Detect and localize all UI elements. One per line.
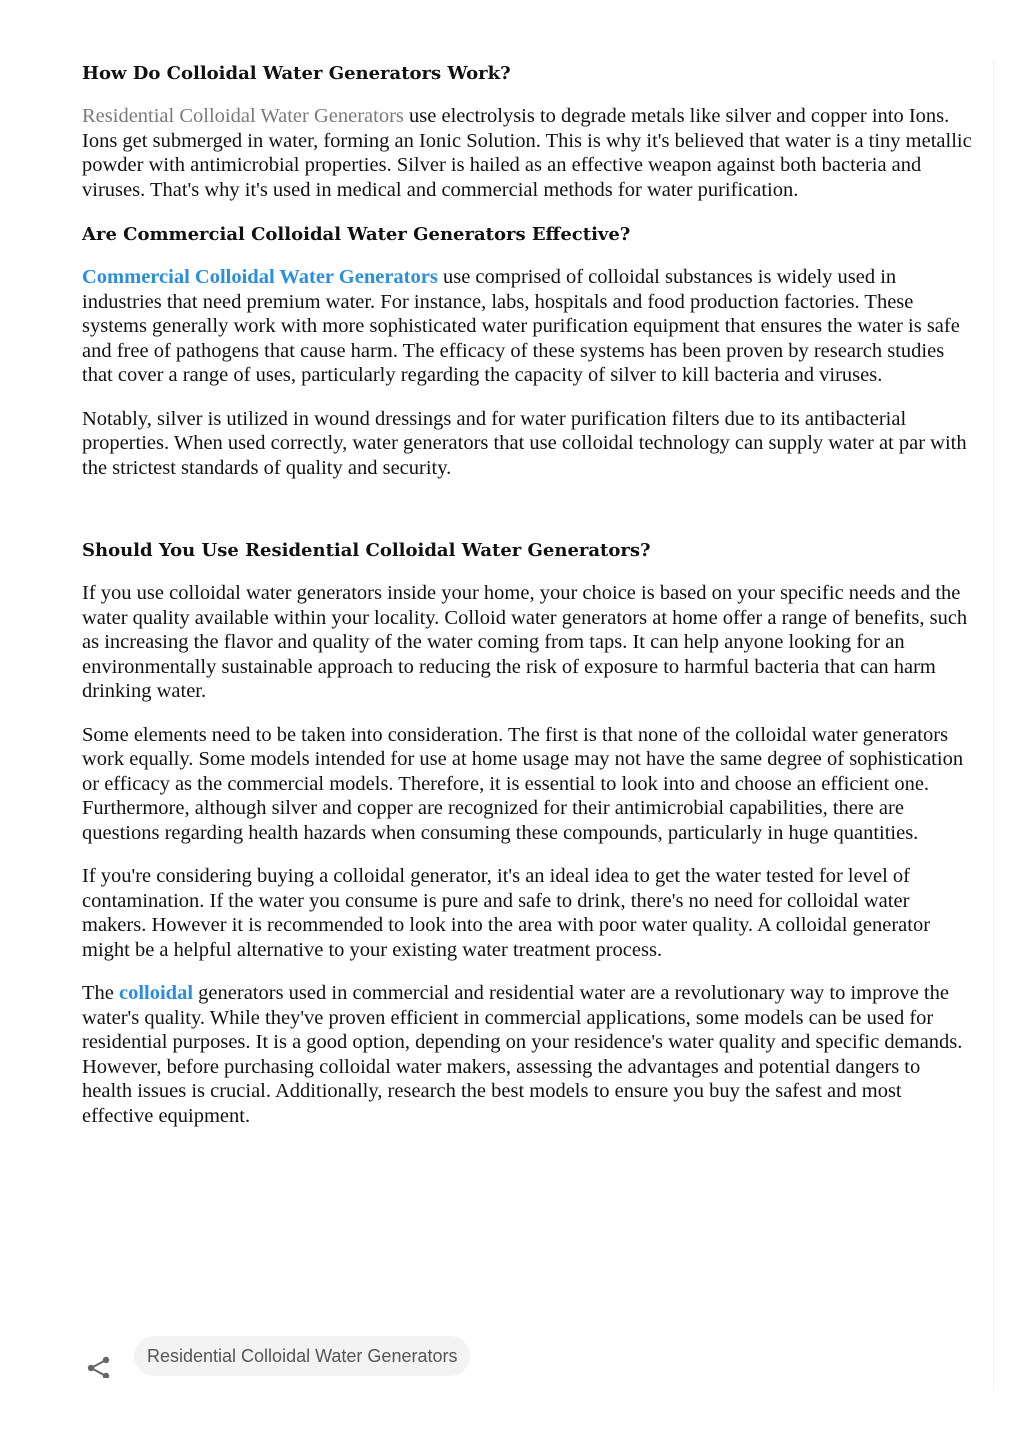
paragraph: Some elements need to be taken into consideration. The first is that none of the colloidal water generators work equally. Some models intended for use at home usage may not have the same degree of sophistication or efficacy as the commercial models. Therefore, it is essential to look into and choose an efficient one. Furthermore, although silver and copper are recognized for their antimicrobial capabilities, there are questions regarding health hazards when consuming these compounds, particularly in huge quantities. [82, 723, 964, 844]
paragraph [82, 981, 974, 1128]
paragraph-text: generators used in commercial and residential water are a revolutionary way to improve the water's quality. While they've proven efficient in commercial applications, some models can be used for residential purposes. It is a good option, depending on your residence's water quality and specific demands. However, before purchasing colloidal water makers, assessing the advantages and potential dangers to health issues is crucial. Additionally, research the best models to ensure you buy the safest and most effective equipment. [82, 982, 963, 1127]
paragraph: If you use colloidal water generators inside your home, your choice is based on your specific needs and the water quality available within your locality. Colloid water generators at home offer a range of benefits, such as increasing the flavor and quality of the water coming from taps. It can help anyone looking for an environmentally sustainable approach to reducing the risk of exposure to harmful bacteria that can harm drinking water. [82, 582, 968, 702]
tag-footer [82, 1336, 682, 1376]
article-body [82, 60, 974, 1147]
paragraph: If you're considering buying a colloidal generator, it's an ideal idea to get the water tested for level of contamination. If the water you consume is pure and safe to drink, there's no need for colloidal water makers. However it is recommended to look into the area with poor water quality. A colloidal generator might be a helpful alternative to your existing water treatment process. [82, 865, 931, 961]
page-edge-divider [993, 60, 994, 1390]
paragraph [82, 265, 974, 388]
colloidal-link[interactable]: colloidal [119, 982, 194, 1004]
section-heading: How Do Colloidal Water Generators Work? [82, 63, 511, 84]
residential-generators-link[interactable]: Residential Colloidal Water Generators [82, 105, 404, 127]
share-icon[interactable] [86, 1356, 112, 1378]
section-spacer [82, 499, 974, 537]
paragraph [82, 104, 974, 202]
section-how-it-works [82, 60, 974, 202]
paragraph-prefix: The [82, 982, 119, 1004]
commercial-generators-link[interactable]: Commercial Colloidal Water Generators [82, 266, 438, 288]
tag-chip-residential-colloidal-water-generators[interactable]: Residential Colloidal Water Generators [134, 1336, 470, 1376]
section-commercial-effective [82, 221, 974, 480]
paragraph-text: use electrolysis to degrade metals like silver and copper into Ions. Ions get submerged in water, forming an Ionic Solution. This is why it's believed that water is a tiny metallic powder with antimicrobial properties. Silver is hailed as an effective weapon against both bacteria and viruses. That's why it's used in medical and commercial methods for water purification. [82, 105, 972, 201]
section-should-you-use [82, 537, 974, 1128]
section-heading: Should You Use Residential Colloidal Water Generators? [82, 540, 651, 561]
paragraph-text: use comprised of colloidal substances is widely used in industries that need premium water. For instance, labs, hospitals and food production factories. These systems generally work with more sophisticated water purification equipment that ensures the water is safe and free of pathogens that cause harm. The efficacy of these systems has been proven by research studies that cover a range of uses, particularly regarding the capacity of silver to kill bacteria and viruses. [82, 266, 960, 386]
paragraph: Notably, silver is utilized in wound dressings and for water purification filters due to its antibacterial properties. When used correctly, water generators that use colloidal technology can supply water at par with the strictest standards of quality and security. [82, 407, 967, 479]
section-heading: Are Commercial Colloidal Water Generators Effective? [82, 224, 631, 245]
